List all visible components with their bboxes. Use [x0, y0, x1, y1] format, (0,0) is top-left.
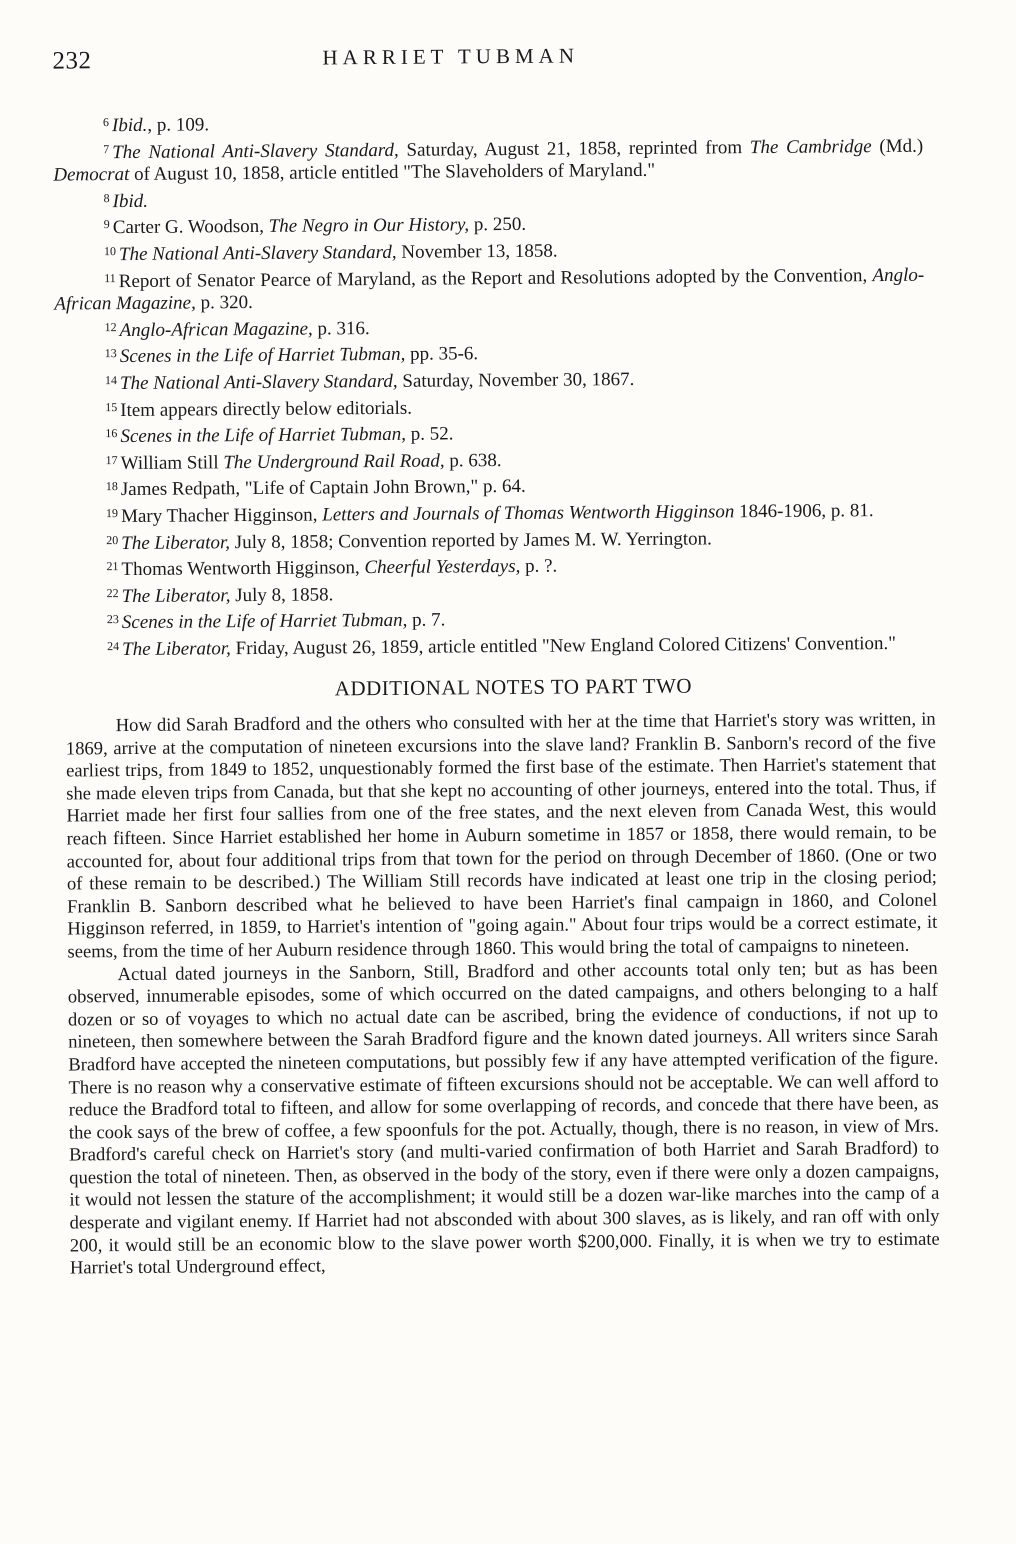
endnote-text: 1846-1906, p. 81.	[734, 500, 874, 523]
paragraph: Actual dated journeys in the Sanborn, Still, Bradford and other accounts total only ten; but as has been observed, innumerable episodes, some of which occurred on the dated campaigns, and others belonging to a half dozen or so of voyages to which no actual date can be ascribed, bring the evidence of conductions, if not up to nineteen, then somewhere between the Sarah Bradford figure and the known dated journeys. All writers since Sarah Bradford have accepted the nineteen computations, but possibly few if any have attempted verification of the figure. There is no reason why a conservative estimate of fifteen excursions should not be acceptable. We can well afford to reduce the Bradford total to fifteen, and allow for some overlapping of records, and concede that there have been, as the cook says of the brew of coffee, a few spoonfuls for the pot. Actually, though, there is no reason, in view of Mrs. Bradford's careful check on Harriet's story (and multi-varied confirmation of both Harriet and Sarah Bradford) to question the total of nineteen. Then, as observed in the body of the story, even if there were only a dozen campaigns, it would not lessen the stature of the accomplishment; it would still be a dozen war-like marches into the camp of a desperate and vigilant enemy. If Harriet had not absconded with about 300 slaves, as is likely, and ran off with only 200, it would still be an economic blow to the slave power worth $200,000. Finally, it is when we try to estimate Harriet's total Underground effect,	[67, 957, 940, 1279]
endnote-number: 11	[104, 270, 116, 285]
endnote-title: The Negro in Our History,	[268, 214, 470, 238]
endnote-number: 21	[106, 559, 119, 574]
endnote-text: p. 52.	[405, 423, 454, 445]
endnote-11	[54, 260, 924, 316]
additional-notes-body	[66, 709, 940, 1281]
running-head: HARRIET TUBMAN	[322, 43, 580, 70]
endnote-number: 20	[106, 532, 119, 547]
endnote-text: p. 638.	[444, 449, 502, 472]
endnote-title: Anglo-African Magazine,	[119, 318, 313, 341]
endnote-number: 8	[103, 190, 110, 205]
endnote-number: 13	[104, 346, 117, 361]
endnote-title: The Liberator,	[121, 531, 231, 554]
endnote-text: pp. 35-6.	[405, 343, 479, 366]
endnote-title: Letters and Journals of Thomas Wentworth Higginson	[322, 501, 735, 526]
page-header	[52, 37, 936, 80]
endnote-number: 12	[104, 319, 117, 334]
endnote-title: The Cambridge	[749, 135, 872, 158]
endnotes-list	[53, 105, 927, 662]
page-number: 232	[52, 47, 92, 75]
endnote-text: Saturday, August 21, 1858, reprinted from	[398, 136, 750, 161]
endnote-title: Ibid.	[112, 190, 149, 212]
section-title: ADDITIONAL NOTES TO PART TWO	[334, 673, 693, 701]
endnote-24	[57, 629, 927, 662]
endnote-text: p. 7.	[407, 609, 446, 632]
endnote-title: Ibid.	[111, 114, 148, 137]
endnote-title: Scenes in the Life of Harriet Tubman,	[120, 423, 407, 448]
endnote-text: James Redpath, "Life of Captain John Brown," p. 64.	[120, 476, 526, 501]
endnote-number: 18	[105, 479, 118, 494]
endnote-7	[53, 131, 923, 187]
endnote-title: The National Anti-Slavery Standard,	[112, 139, 399, 163]
endnote-text: p. 316.	[312, 317, 370, 340]
endnote-number: 6	[102, 115, 110, 130]
endnote-text: of August 10, 1858, article entitled "The Slaveholders of Maryland."	[129, 160, 656, 186]
endnote-number: 15	[105, 399, 118, 414]
endnote-number: 19	[105, 505, 119, 521]
endnote-title: The National Anti-Slavery Standard,	[118, 241, 397, 266]
endnote-number: 22	[106, 585, 119, 600]
endnote-title: Cheerful Yesterdays,	[364, 556, 521, 579]
endnote-text: , p. 109.	[147, 114, 210, 136]
endnote-title: Democrat	[53, 164, 130, 186]
endnote-number: 23	[106, 612, 119, 627]
endnote-title: The Liberator,	[122, 638, 231, 660]
endnote-number: 17	[105, 452, 118, 467]
endnote-text: Carter G. Woodson,	[112, 216, 269, 239]
endnote-text: November 13, 1858.	[396, 240, 558, 263]
endnote-text: (Md.)	[871, 135, 924, 157]
endnote-text: Report of Senator Pearce of Maryland, as the Report and Resolutions adopted by the Convention,	[118, 264, 873, 292]
endnote-text: p. ?.	[520, 555, 558, 578]
endnote-text: July 8, 1858.	[230, 584, 334, 606]
endnote-number: 10	[103, 244, 117, 259]
endnote-number: 24	[107, 638, 120, 654]
endnote-text: Mary Thacher Higginson,	[120, 504, 323, 527]
endnote-text: July 8, 1858; Convention reported by James M. W. Yerrington.	[229, 527, 712, 553]
endnote-text: p. 250.	[468, 214, 527, 236]
endnote-number: 9	[103, 217, 110, 232]
endnote-title: Scenes in the Life of Harriet Tubman,	[119, 344, 406, 368]
endnote-title: The Underground Rail Road,	[223, 450, 445, 473]
endnote-text: p. 320.	[195, 292, 253, 314]
endnote-text: Friday, August 26, 1859, article entitled "New England Colored Citizens' Convention."	[230, 632, 897, 660]
endnote-text: Thomas Wentworth Higginson,	[121, 557, 365, 581]
endnote-number: 14	[104, 373, 118, 388]
paragraph: How did Sarah Bradford and the others who consulted with her at the time that Harriet's story was written, in 1869, arrive at the computation of nineteen excursions into the slave land? Franklin B. Sanborn's record of the five earliest trips, from 1849 to 1852, unquestionably formed the first base of the estimate. Then Harriet's statement that she made eleven trips from Canada, but that she kept no accounting of other journeys, entered into the total. Thus, if Harriet made her first four sallies from one of the free states, and the next eleven from Canada West, this would reach fifteen. Since Harriet established her home in Auburn sometime in 1857 or 1858, there would remain, to be accounted for, about four additional trips from that town for the period on through December of 1860. (One or two of these remain to be described.) The William Still records have indicated at least one trip in the closing period; Franklin B. Sanborn described what he believed to have been Harriet's final campaign in 1860, and Colonel Higginson referred, in 1859, to Harriet's intention of "going again." About four trips would be a correct estimate, it seems, from the time of her Auburn residence through 1860. This would bring the total of campaigns to nineteen.	[65, 708, 938, 963]
endnote-title: The National Anti-Slavery Standard,	[119, 370, 398, 394]
endnote-number: 16	[105, 426, 118, 441]
endnote-title: Anglo-African Magazine,	[54, 264, 925, 315]
endnote-text: Saturday, November 30, 1867.	[397, 368, 635, 392]
endnote-title: Scenes in the Life of Harriet Tubman,	[121, 610, 408, 634]
endnote-text: William Still	[120, 451, 224, 474]
endnote-text: Item appears directly below editorials.	[120, 397, 413, 421]
endnote-number: 7	[103, 141, 110, 156]
endnote-title: The Liberator,	[121, 584, 231, 607]
